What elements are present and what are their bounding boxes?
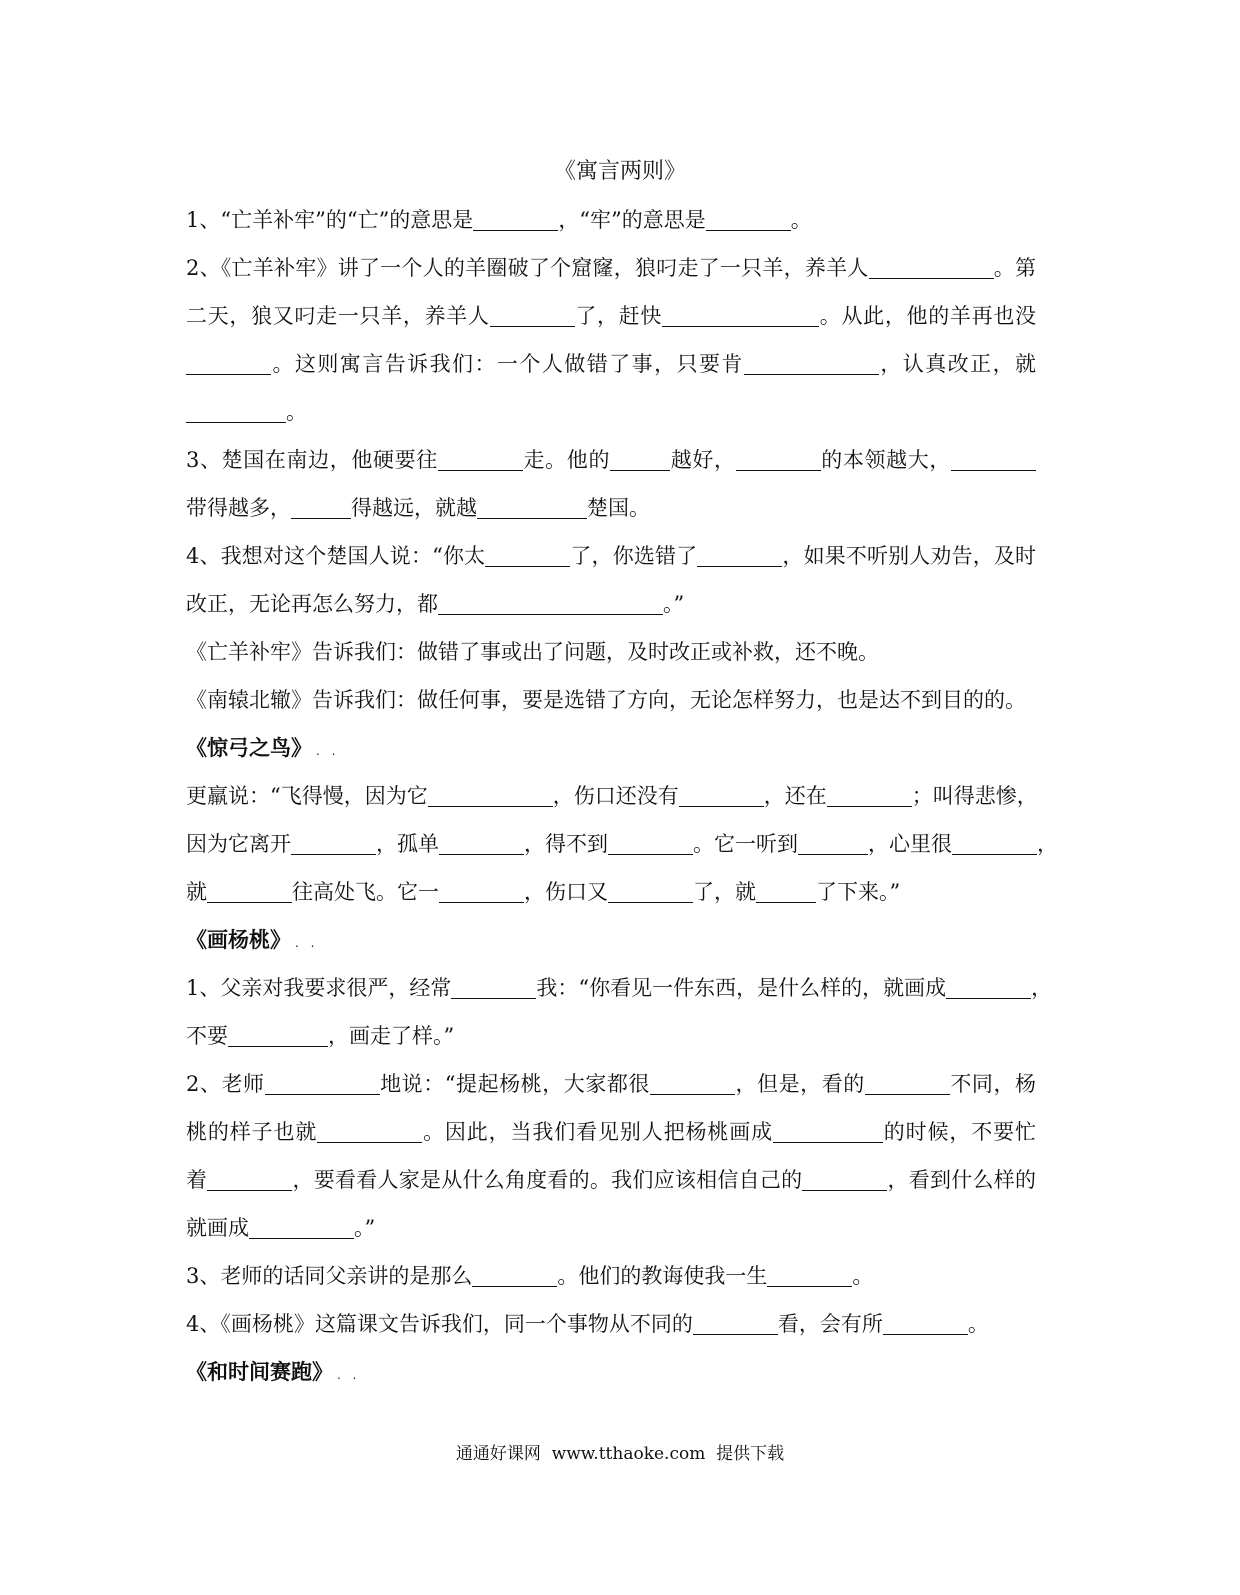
line-text: 。 bbox=[967, 1312, 989, 1336]
section-title-dots: . . bbox=[337, 1368, 361, 1382]
answer-blank[interactable] bbox=[650, 1093, 735, 1095]
line-text: 3、老师的话同父亲讲的是那么 bbox=[186, 1264, 473, 1288]
line-text: ，“牢”的意思是 bbox=[558, 208, 706, 232]
answer-blank[interactable] bbox=[186, 421, 286, 423]
line-text: 带得越多， bbox=[186, 496, 291, 520]
answer-blank[interactable] bbox=[610, 469, 670, 471]
worksheet-line bbox=[186, 676, 1036, 724]
worksheet-line bbox=[186, 628, 1036, 676]
worksheet-line bbox=[186, 196, 1036, 244]
line-text: 就 bbox=[186, 880, 207, 904]
line-text: 。这则寓言告诉我们：一个人做错了事，只要肯 bbox=[271, 352, 744, 376]
line-text: 4、《画杨桃》这篇课文告诉我们，同一个事物从不同的 bbox=[186, 1312, 693, 1336]
line-text: 3、楚国在南边，他硬要往 bbox=[186, 448, 438, 472]
answer-blank[interactable] bbox=[207, 1189, 292, 1191]
page-footer: 通通好课网 www.tthaoke.com 提供下载 bbox=[455, 1444, 785, 1464]
answer-blank[interactable] bbox=[773, 1141, 883, 1143]
line-text: 更羸说：“飞得慢，因为它 bbox=[186, 784, 428, 808]
answer-blank[interactable] bbox=[827, 805, 912, 807]
line-text: ，伤口还没有 bbox=[552, 784, 679, 808]
worksheet-line bbox=[186, 868, 1036, 916]
line-text: 了，就 bbox=[693, 880, 756, 904]
worksheet-line bbox=[186, 436, 1036, 484]
section-title-dots: . . bbox=[316, 744, 340, 758]
section-title-text: 《惊弓之鸟》 bbox=[186, 735, 312, 760]
answer-blank[interactable] bbox=[472, 1285, 557, 1287]
answer-blank[interactable] bbox=[706, 229, 791, 231]
answer-blank[interactable] bbox=[265, 1093, 380, 1095]
answer-blank[interactable] bbox=[490, 325, 575, 327]
line-text: 了下来。” bbox=[816, 880, 901, 904]
answer-blank[interactable] bbox=[946, 997, 1031, 999]
line-text: 。他们的教诲使我一生 bbox=[557, 1264, 768, 1288]
answer-blank[interactable] bbox=[451, 997, 536, 999]
answer-blank[interactable] bbox=[291, 853, 376, 855]
line-text: 1、“亡羊补牢”的“亡”的意思是 bbox=[186, 208, 474, 232]
line-text: ， bbox=[1037, 832, 1058, 856]
line-text: ， bbox=[1031, 976, 1053, 1000]
answer-blank[interactable] bbox=[186, 373, 271, 375]
line-text: 因为它离开 bbox=[186, 832, 291, 856]
worksheet-line bbox=[186, 1108, 1036, 1156]
worksheet-line bbox=[186, 532, 1036, 580]
answer-blank[interactable] bbox=[317, 1141, 422, 1143]
answer-blank[interactable] bbox=[439, 901, 524, 903]
line-text: 地说：“提起杨桃，大家都很 bbox=[379, 1072, 650, 1096]
line-text: 不同，杨 bbox=[949, 1072, 1037, 1096]
line-text: 看，会有所 bbox=[777, 1312, 883, 1336]
section-title bbox=[186, 1348, 1036, 1396]
answer-blank[interactable] bbox=[802, 1189, 887, 1191]
line-text: 。 bbox=[286, 400, 307, 424]
answer-blank[interactable] bbox=[608, 853, 693, 855]
line-text: 越好， bbox=[670, 448, 736, 472]
page-title: 《寓言两则》 bbox=[553, 159, 686, 184]
line-text: ，心里很 bbox=[868, 832, 952, 856]
worksheet-line bbox=[186, 964, 1053, 1012]
answer-blank[interactable] bbox=[679, 805, 764, 807]
line-text: 就画成 bbox=[186, 1216, 249, 1240]
line-text: 改正，无论再怎么努力，都 bbox=[186, 592, 438, 616]
line-text: 。 bbox=[852, 1264, 874, 1288]
worksheet-line bbox=[186, 772, 1036, 820]
answer-blank[interactable] bbox=[485, 565, 570, 567]
worksheet-line bbox=[186, 1012, 1036, 1060]
line-text: 。它一听到 bbox=[693, 832, 798, 856]
answer-blank[interactable] bbox=[438, 469, 523, 471]
answer-blank[interactable] bbox=[207, 901, 292, 903]
worksheet-line bbox=[186, 292, 1036, 340]
section-title-text: 《画杨桃》 bbox=[186, 927, 291, 952]
line-text: 往高处飞。它一 bbox=[292, 880, 439, 904]
answer-blank[interactable] bbox=[438, 613, 663, 615]
answer-blank[interactable] bbox=[697, 565, 782, 567]
worksheet-line bbox=[186, 820, 1058, 868]
line-text: 着 bbox=[186, 1168, 208, 1192]
line-text: 2、老师 bbox=[186, 1072, 265, 1096]
line-text: 。” bbox=[354, 1216, 376, 1240]
line-text: 的本领越大， bbox=[820, 448, 952, 472]
line-text: 楚国。 bbox=[587, 496, 650, 520]
line-text: 。从此，他的羊再也没 bbox=[819, 304, 1037, 328]
line-text: 了，你选错了 bbox=[570, 544, 698, 568]
worksheet-line bbox=[186, 1252, 1036, 1300]
line-text: 不要 bbox=[186, 1024, 228, 1048]
answer-blank[interactable] bbox=[439, 853, 524, 855]
answer-blank[interactable] bbox=[744, 373, 879, 375]
answer-blank[interactable] bbox=[249, 1237, 354, 1239]
worksheet-line bbox=[186, 340, 1036, 388]
line-text: 2、《亡羊补牢》讲了一个人的羊圈破了个窟窿，狼叼走了一只羊，养羊人 bbox=[186, 256, 869, 280]
worksheet-line bbox=[186, 1300, 1036, 1348]
line-text: 得越远，就越 bbox=[351, 496, 477, 520]
answer-blank[interactable] bbox=[662, 325, 819, 327]
answer-blank[interactable] bbox=[736, 469, 821, 471]
answer-blank[interactable] bbox=[767, 1285, 852, 1287]
worksheet-line bbox=[186, 244, 1036, 292]
line-text: ，画走了样。” bbox=[328, 1024, 455, 1048]
section-title-text: 《和时间赛跑》 bbox=[186, 1359, 333, 1384]
line-text: ，但是，看的 bbox=[734, 1072, 865, 1096]
line-text: ，如果不听别人劝告，及时 bbox=[782, 544, 1037, 568]
answer-blank[interactable] bbox=[865, 1093, 950, 1095]
line-text: 。第 bbox=[993, 256, 1037, 280]
answer-blank[interactable] bbox=[291, 517, 351, 519]
line-text: 我：“你看见一件东西，是什么样的，就画成 bbox=[536, 976, 947, 1000]
answer-blank[interactable] bbox=[869, 277, 994, 279]
line-text: ，得不到 bbox=[524, 832, 608, 856]
worksheet-line bbox=[186, 388, 1036, 436]
line-text: ，还在 bbox=[763, 784, 827, 808]
answer-blank[interactable] bbox=[428, 805, 553, 807]
worksheet-line bbox=[186, 484, 1036, 532]
answer-blank[interactable] bbox=[798, 853, 868, 855]
line-text: ，看到什么样的 bbox=[887, 1168, 1037, 1192]
answer-blank[interactable] bbox=[883, 1333, 968, 1335]
section-title bbox=[186, 916, 1036, 964]
line-text: 二天，狼又叼走一只羊，养羊人 bbox=[186, 304, 490, 328]
line-text: 。” bbox=[663, 592, 685, 616]
line-text: 的时候，不要忙 bbox=[882, 1120, 1037, 1144]
answer-blank[interactable] bbox=[693, 1333, 778, 1335]
worksheet-line bbox=[186, 580, 1036, 628]
line-text: 。因此，当我们看见别人把杨桃画成 bbox=[422, 1120, 773, 1144]
section-title-dots: . . bbox=[295, 936, 319, 950]
line-text: 了，赶快 bbox=[574, 304, 663, 328]
line-text: 《亡羊补牢》告诉我们：做错了事或出了问题，及时改正或补救，还不晚。 bbox=[186, 640, 879, 664]
worksheet-line bbox=[186, 1204, 1036, 1252]
line-text: ，伤口又 bbox=[524, 880, 608, 904]
worksheet-line bbox=[186, 1156, 1036, 1204]
line-text: 1、父亲对我要求很严，经常 bbox=[186, 976, 452, 1000]
line-text: 4、我想对这个楚国人说：“你太 bbox=[186, 544, 486, 568]
worksheet-line bbox=[186, 1060, 1036, 1108]
worksheet-content bbox=[186, 196, 1058, 1396]
line-text: ，要看看人家是从什么角度看的。我们应该相信自己的 bbox=[292, 1168, 803, 1192]
answer-blank[interactable] bbox=[951, 469, 1036, 471]
answer-blank[interactable] bbox=[473, 229, 558, 231]
line-text: ，孤单 bbox=[376, 832, 439, 856]
line-text: 走。他的 bbox=[522, 448, 611, 472]
answer-blank[interactable] bbox=[228, 1045, 328, 1047]
line-text: 《南辕北辙》告诉我们：做任何事，要是选错了方向，无论怎样努力，也是达不到目的的。 bbox=[186, 688, 1026, 712]
answer-blank[interactable] bbox=[756, 901, 816, 903]
line-text: ，认真改正，就 bbox=[878, 352, 1037, 376]
answer-blank[interactable] bbox=[952, 853, 1037, 855]
line-text: ；叫得悲惨， bbox=[911, 784, 1038, 808]
answer-blank[interactable] bbox=[477, 517, 587, 519]
line-text: 桃的样子也就 bbox=[186, 1120, 318, 1144]
line-text: 。 bbox=[790, 208, 812, 232]
section-title bbox=[186, 724, 1036, 772]
answer-blank[interactable] bbox=[608, 901, 693, 903]
